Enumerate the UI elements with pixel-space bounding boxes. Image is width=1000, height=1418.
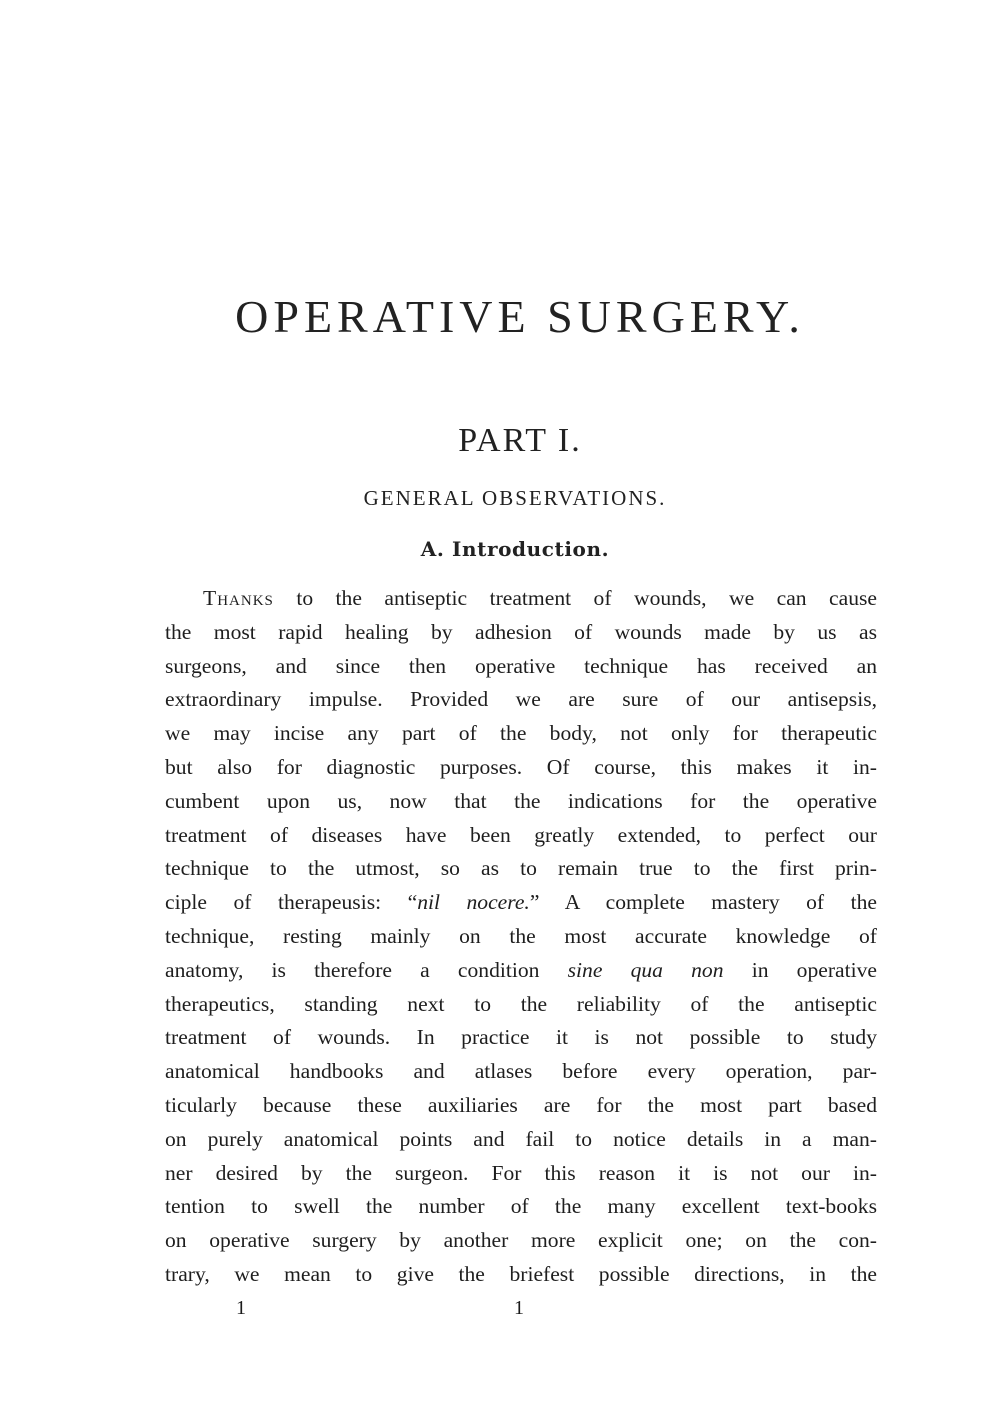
- body-line: extraordinary impulse. Provided we are sure of our antisepsis,: [165, 687, 877, 712]
- section-heading: GENERAL OBSERVATIONS.: [363, 486, 667, 510]
- body-line: but also for diagnostic purposes. Of course, this makes it in-: [165, 754, 877, 779]
- subsection-heading: A. Introduction.: [420, 537, 610, 561]
- body-paragraph: [165, 582, 877, 1292]
- page-footer: [0, 1297, 1000, 1327]
- body-line-text: ” A complete mastery of the: [529, 890, 878, 915]
- body-line: on purely anatomical points and fail to notice details in a man-: [165, 1126, 877, 1151]
- body-line: we may incise any part of the body, not only for therapeutic: [165, 721, 877, 746]
- lead-word: Thanks: [203, 586, 274, 610]
- body-line: tention to swell the number of the many excellent text-books: [165, 1194, 877, 1219]
- body-line: the most rapid healing by adhesion of wounds made by us as: [165, 619, 877, 644]
- latin-phrase: nil nocere.: [417, 890, 530, 915]
- body-line-text: ciple of therapeusis: “: [165, 890, 418, 915]
- body-line: ticularly because these auxiliaries are for the most part based: [165, 1092, 877, 1117]
- body-line-text: anatomy, is therefore a condition: [165, 957, 568, 982]
- body-line: anatomical handbooks and atlases before every operation, par-: [165, 1059, 877, 1084]
- body-line: cumbent upon us, now that the indications for the operative: [165, 788, 877, 813]
- body-line: technique to the utmost, so as to remain true to the first prin-: [165, 856, 877, 881]
- body-line: on operative surgery by another more explicit one; on the con-: [165, 1228, 877, 1253]
- body-line: ner desired by the surgeon. For this reason it is not our in-: [165, 1160, 877, 1185]
- latin-phrase: sine qua non: [567, 957, 724, 982]
- body-line: treatment of wounds. In practice it is not possible to study: [165, 1025, 877, 1050]
- part-heading: PART I.: [458, 422, 582, 459]
- signature-mark: 1: [236, 1297, 246, 1319]
- body-line-text: to the antiseptic treatment of wounds, we can cause: [273, 586, 877, 610]
- body-line: technique, resting mainly on the most accurate knowledge of: [165, 923, 877, 948]
- body-line: surgeons, and since then operative technique has received an: [165, 653, 877, 678]
- book-title: OPERATIVE SURGERY.: [235, 291, 805, 342]
- body-line: therapeutics, standing next to the reliability of the antiseptic: [165, 991, 877, 1016]
- body-line: [165, 582, 877, 616]
- body-line: [165, 886, 877, 920]
- body-line: trary, we mean to give the briefest possible directions, in the: [165, 1261, 877, 1286]
- body-line: treatment of diseases have been greatly extended, to perfect our: [165, 822, 877, 847]
- body-line: [165, 954, 877, 988]
- page-number: 1: [514, 1297, 524, 1319]
- body-line-text: in operative: [723, 957, 877, 982]
